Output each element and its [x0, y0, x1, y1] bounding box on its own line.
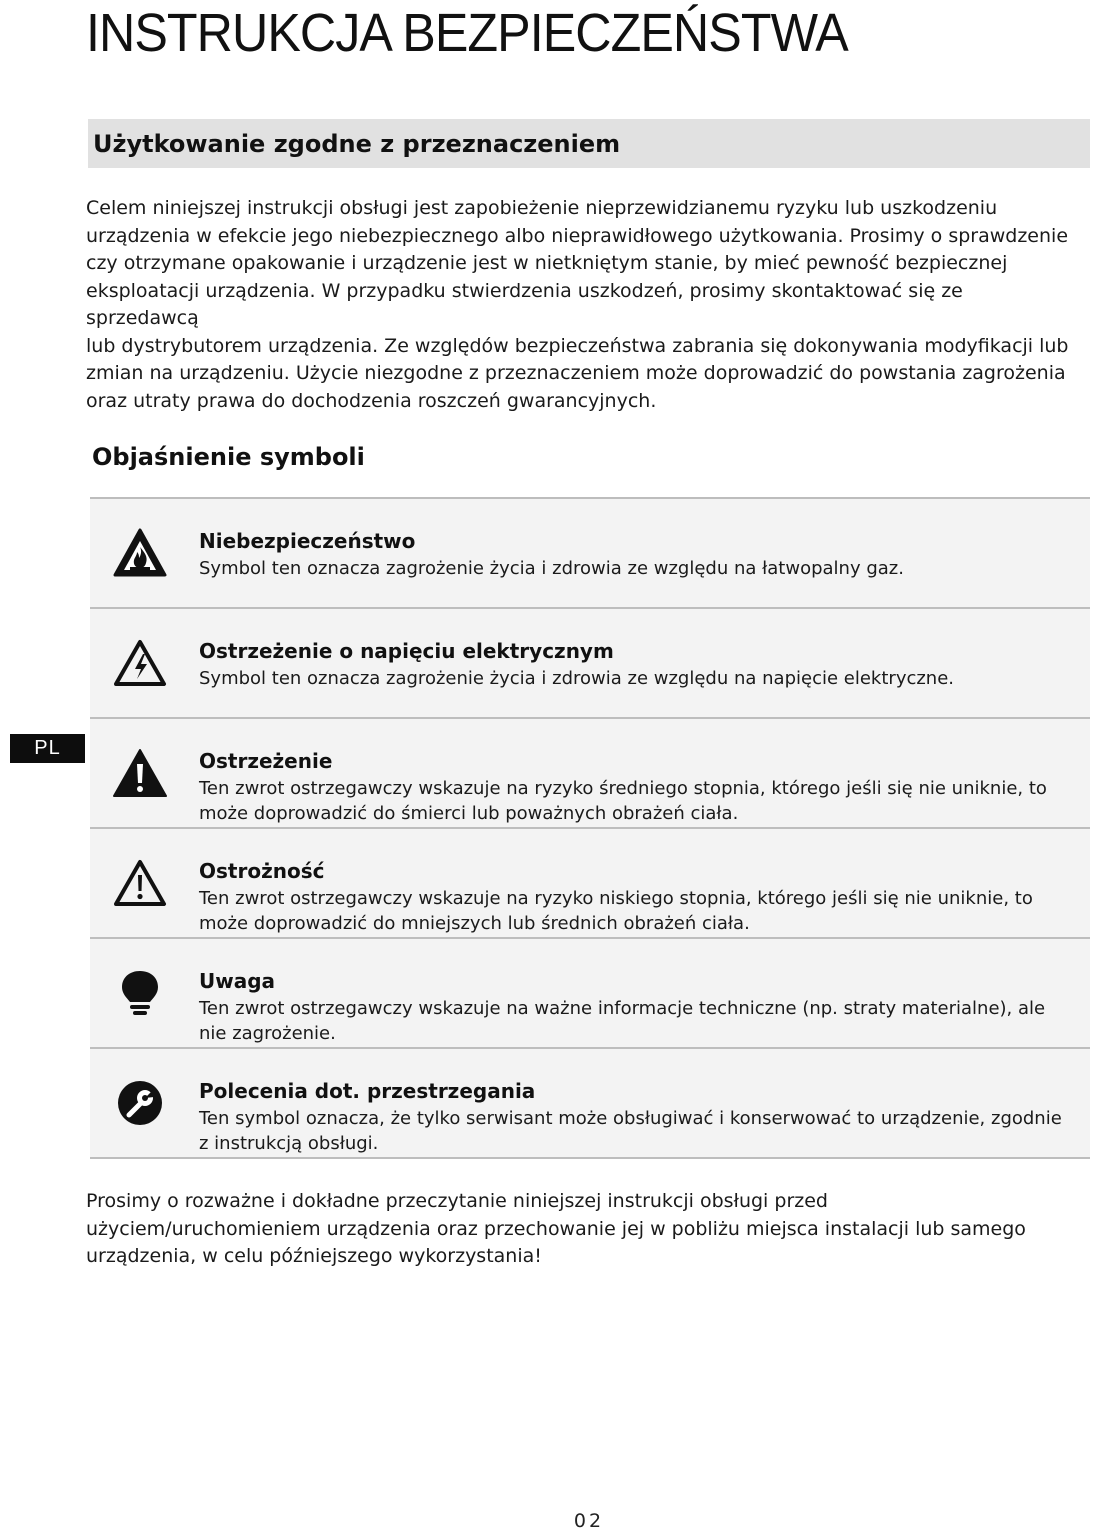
symbol-row-caution — [90, 829, 1090, 939]
electric-warning-icon — [112, 637, 168, 689]
symbol-row-danger — [90, 499, 1090, 609]
symbol-description: Ten zwrot ostrzegawczy wskazuje na ważne informacje techniczne (np. straty materialne), ale nie zagrożenie. — [199, 998, 1046, 1044]
symbol-title: Uwaga — [199, 969, 276, 993]
symbol-title: Niebezpieczeństwo — [199, 529, 416, 553]
symbol-description: Ten symbol oznacza, że tylko serwisant może obsługiwać i konserwować to urządzenie, zgodnie z instrukcją obsługi. — [199, 1108, 1062, 1154]
symbol-row-electric — [90, 609, 1090, 719]
intro-paragraph: Celem niniejszej instrukcji obsługi jest zapobieżenie nieprzewidzianemu ryzyku lub uszkodzeniu urządzenia w efekcie jego niebezpiecznego albo nieprawidłowego użytkowania. Prosimy o sprawdzenie czy otrzymane opakowanie i urządzenie jest w nietkniętym stanie, by mieć pewność bezpiecznej eksploatacji urządzenia. W przypadku stwierdzenia uszkodzeń, prosimy skontaktować się ze sprzedawcą lub dystrybutorem urządzenia. Ze względów bezpieczeństwa zabrania się dokonywania modyfikacji lub zmian na urządzeniu. Użycie niezgodne z przeznaczeniem może doprowadzić do powstania zagrożenia oraz utraty prawa do dochodzenia roszczeń gwarancyjnych. — [86, 197, 1069, 412]
lightbulb-icon — [112, 967, 168, 1019]
symbol-title: Ostrożność — [199, 859, 325, 883]
symbol-row-warning — [90, 719, 1090, 829]
symbol-title: Ostrzeżenie — [199, 749, 333, 773]
section-header-bar — [88, 119, 1090, 168]
symbol-description: Symbol ten oznacza zagrożenie życia i zdrowia ze względu na napięcie elektryczne. — [199, 668, 955, 689]
symbol-title: Polecenia dot. przestrzegania — [199, 1079, 536, 1103]
symbol-description: Ten zwrot ostrzegawczy wskazuje na ryzyko niskiego stopnia, którego jeśli się nie uniknie, to może doprowadzić do mniejszych lub średnich obrażeń ciała. — [199, 888, 1033, 934]
symbol-description: Ten zwrot ostrzegawczy wskazuje na ryzyko średniego stopnia, którego jeśli się nie uniknie, to może doprowadzić do śmierci lub poważnych obrażeń ciała. — [199, 778, 1047, 824]
symbols-heading: Objaśnienie symboli — [92, 443, 365, 471]
language-tab: PL — [10, 734, 85, 763]
page-number: 02 — [573, 1510, 605, 1532]
symbols-table — [90, 497, 1090, 1159]
symbol-description: Symbol ten oznacza zagrożenie życia i zdrowia ze względu na łatwopalny gaz. — [199, 558, 904, 579]
flammable-warning-icon — [112, 527, 168, 579]
closing-paragraph: Prosimy o rozważne i dokładne przeczytanie niniejszej instrukcji obsługi przed użyciem/uruchomieniem urządzenia oraz przechowanie jej w pobliżu miejsca instalacji lub samego urządzenia, w celu późniejszego wykorzystania! — [86, 1190, 1026, 1267]
section-heading: Użytkowanie zgodne z przeznaczeniem — [93, 129, 621, 158]
caution-icon — [112, 857, 168, 909]
warning-icon — [112, 747, 168, 799]
page-title: INSTRUKCJA BEZPIECZEŃSTWA — [86, 3, 848, 63]
symbol-row-note — [90, 939, 1090, 1049]
wrench-icon — [112, 1077, 168, 1129]
symbol-row-service — [90, 1049, 1090, 1159]
symbol-title: Ostrzeżenie o napięciu elektrycznym — [199, 639, 614, 663]
